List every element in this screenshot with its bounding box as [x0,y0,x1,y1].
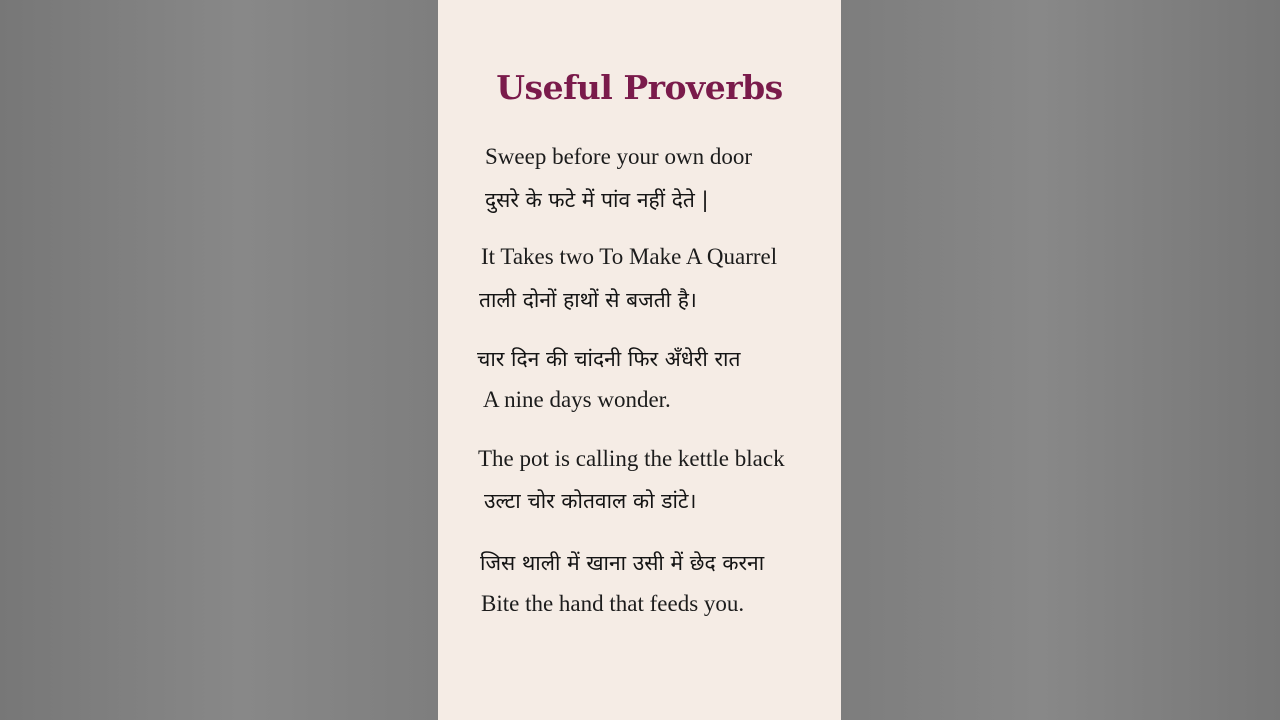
proverb-3-hindi: चार दिन की चांदनी फिर अँधेरी रात [477,347,741,371]
blurred-backdrop-left [0,0,438,720]
proverb-1-hindi: दुसरे के फटे में पांव नहीं देते | [485,188,709,212]
proverbs-card [438,0,841,720]
blurred-backdrop-right [841,0,1280,720]
proverb-5-english: Bite the hand that feeds you. [481,591,745,616]
proverb-4-english: The pot is calling the kettle black [478,446,785,471]
proverb-4-hindi: उल्टा चोर कोतवाल को डांटे। [484,489,697,513]
proverb-3-english: A nine days wonder. [483,387,671,412]
page-title: Useful Proverbs [496,68,783,107]
proverb-2-english: It Takes two To Make A Quarrel [481,244,778,269]
proverb-2-hindi: ताली दोनों हाथों से बजती है। [479,288,697,312]
proverb-1-english: Sweep before your own door [485,144,752,169]
proverb-5-hindi: जिस थाली में खाना उसी में छेद करना [480,551,765,575]
